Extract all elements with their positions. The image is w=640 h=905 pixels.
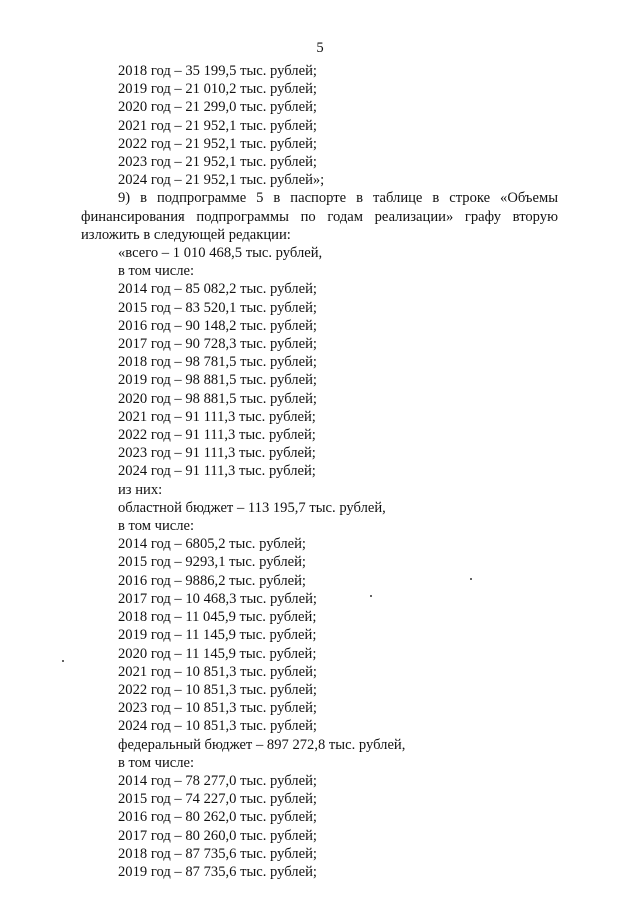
text-line: 2014 год – 85 082,2 тыс. рублей;	[118, 281, 317, 298]
text-line: 2017 год – 90 728,3 тыс. рублей;	[118, 336, 317, 353]
text-line: 2018 год – 87 735,6 тыс. рублей;	[118, 845, 317, 862]
text-line: 2016 год – 80 262,0 тыс. рублей;	[118, 809, 317, 826]
text-line: 2015 год – 74 227,0 тыс. рублей;	[118, 791, 317, 808]
scan-speck	[370, 595, 372, 597]
text-line: 2020 год – 98 881,5 тыс. рублей;	[118, 390, 317, 407]
text-line: 2018 год – 35 199,5 тыс. рублей;	[118, 63, 317, 79]
text-line: 2024 год – 10 851,3 тыс. рублей;	[118, 718, 317, 735]
text-line: 2023 год – 21 952,1 тыс. рублей;	[118, 154, 317, 171]
text-line: 2015 год – 9293,1 тыс. рублей;	[118, 554, 306, 571]
text-line: 2021 год – 10 851,3 тыс. рублей;	[118, 663, 317, 680]
text-line: 2022 год – 91 111,3 тыс. рублей;	[118, 427, 316, 444]
text-line: в том числе:	[118, 263, 195, 280]
paragraph-9: 9) в подпрограмме 5 в паспорте в таблице в строке «Объемы финансирования подпрограммы по годам реализации» графу вторую изложить в следующей редакции:	[81, 190, 558, 243]
text-line: 2018 год – 98 781,5 тыс. рублей;	[118, 354, 317, 371]
text-line: областной бюджет – 113 195,7 тыс. рублей,	[118, 499, 386, 516]
document-body	[81, 62, 558, 881]
text-line: 2022 год – 21 952,1 тыс. рублей;	[118, 135, 317, 152]
text-line: 2021 год – 21 952,1 тыс. рублей;	[118, 117, 317, 134]
text-line: в том числе:	[118, 518, 195, 535]
page-number: 5	[316, 40, 324, 56]
scan-speck	[470, 578, 472, 580]
text-line: 2024 год – 91 111,3 тыс. рублей;	[118, 463, 316, 480]
text-line: 2015 год – 83 520,1 тыс. рублей;	[118, 299, 317, 316]
text-line: 2014 год – 78 277,0 тыс. рублей;	[118, 772, 317, 789]
text-line: 2019 год – 87 735,6 тыс. рублей;	[118, 863, 317, 880]
text-line: 2016 год – 90 148,2 тыс. рублей;	[118, 317, 317, 334]
text-line: 2017 год – 10 468,3 тыс. рублей;	[118, 590, 317, 607]
text-line: 2021 год – 91 111,3 тыс. рублей;	[118, 408, 316, 425]
text-line: 2019 год – 11 145,9 тыс. рублей;	[118, 627, 317, 644]
scan-speck	[62, 660, 64, 662]
text-line: 2022 год – 10 851,3 тыс. рублей;	[118, 681, 317, 698]
text-line: 2018 год – 11 045,9 тыс. рублей;	[118, 609, 317, 626]
text-line: «всего – 1 010 468,5 тыс. рублей,	[118, 245, 323, 262]
text-line: 2017 год – 80 260,0 тыс. рублей;	[118, 827, 317, 844]
text-line: 2020 год – 11 145,9 тыс. рублей;	[118, 645, 317, 662]
text-line: 2016 год – 9886,2 тыс. рублей;	[118, 572, 306, 589]
text-line: 2020 год – 21 299,0 тыс. рублей;	[118, 99, 317, 116]
text-line: 2023 год – 10 851,3 тыс. рублей;	[118, 700, 317, 717]
text-line: 2024 год – 21 952,1 тыс. рублей»;	[118, 172, 325, 189]
text-line: федеральный бюджет – 897 272,8 тыс. рублей,	[118, 736, 406, 753]
text-line: 2023 год – 91 111,3 тыс. рублей;	[118, 445, 316, 462]
text-line: в том числе:	[118, 754, 195, 771]
text-line: 2019 год – 98 881,5 тыс. рублей;	[118, 372, 317, 389]
text-line: 2019 год – 21 010,2 тыс. рублей;	[118, 81, 317, 98]
text-line: из них:	[118, 481, 163, 498]
text-line: 2014 год – 6805,2 тыс. рублей;	[118, 536, 306, 553]
